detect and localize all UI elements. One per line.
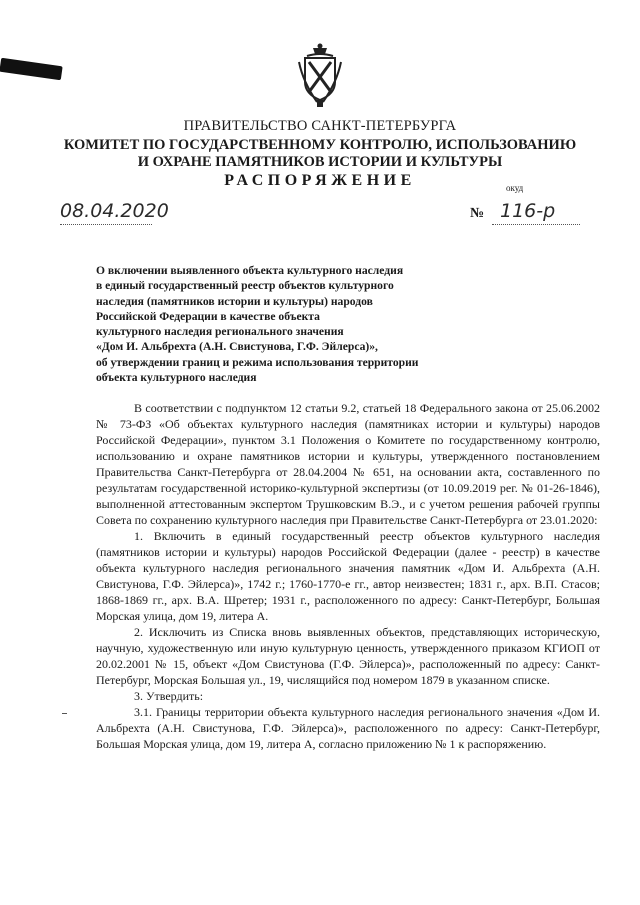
subject-line: объекта культурного наследия bbox=[96, 371, 257, 385]
committee-title bbox=[0, 137, 640, 171]
committee-line-1: КОМИТЕТ ПО ГОСУДАРСТВЕННОМУ КОНТРОЛЮ, ИСПОЛЬЗОВАНИЮ bbox=[63, 137, 577, 153]
item-1-paragraph: 1. Включить в единый государственный реестр объектов культурного наследия (памятников истории и культуры) народов Российской Федерации (далее - реестр) в качестве объекта культурного наследия регионального значения памятник «Дом И. Альбрехта (А.Н. Свистунова, Г.Ф. Эйлерса)», 1742 г.; 1760-1770-е гг., автор неизвестен; 1831 г., арх. В.П. Стасов; 1868-1869 гг., арх. В.А. Шретер; 1931 г., расположенного по адресу: Санкт-Петербург, Большая Морская улица, дом 19, литера А. bbox=[96, 529, 600, 623]
document-body bbox=[96, 400, 600, 752]
number-label: № bbox=[470, 206, 485, 221]
committee-line-2: И ОХРАНЕ ПАМЯТНИКОВ ИСТОРИИ И КУЛЬТУРЫ bbox=[137, 154, 503, 170]
preamble-paragraph: В соответствии с подпунктом 12 статьи 9.2, статьей 18 Федерального закона от 25.06.2002 № 73-ФЗ «Об объектах культурного наследия (памятниках истории и культуры) народов Российской Федерации», пунктом 3.1 Положения о Комитете по государственному контролю, использованию и охране памятников истории и культуры, утвержденного постановлением Правительства Санкт-Петербурга от 28.04.2004 № 651, на основании акта, составленного по результатам государственной историко-культурной экспертизы (от 10.09.2019 рег. № 01-26-1846), выполненной аттестованным экспертом Трушковским В.Э., и с учетом решения рабочей группы Совета по сохранению культурного наследия при Правительстве Санкт-Петербурга от 23.01.2020: bbox=[96, 401, 600, 527]
subject-line: наследия (памятников истории и культуры) народов bbox=[96, 294, 373, 308]
okud-label: окуд bbox=[506, 183, 524, 193]
subject-line: «Дом И. Альбрехта (А.Н. Свистунова, Г.Ф. Эйлерса)», bbox=[96, 340, 378, 354]
item-2-paragraph: 2. Исключить из Списка вновь выявленных объектов, представляющих историческую, научную, художественную или иную культурную ценность, утвержденного приказом КГИОП от 20.02.2001 № 15, объект «Дом Свистунова (Г.Ф. Эйлерса)», расположенный по адресу: Санкт-Петербург, Морская Большая ул., 19, числящийся под номером 1879 в указанном списке. bbox=[96, 625, 600, 687]
black-marker-mark bbox=[0, 58, 63, 80]
number-underline bbox=[492, 224, 580, 225]
coat-of-arms-icon bbox=[297, 42, 343, 108]
subject-line: в единый государственный реестр объектов культурного bbox=[96, 279, 394, 293]
government-title: ПРАВИТЕЛЬСТВО САНКТ-ПЕТЕРБУРГА bbox=[183, 118, 457, 134]
handwritten-date: 08.04.2020 bbox=[60, 200, 169, 222]
item-3-1-paragraph: 3.1. Границы территории объекта культурного наследия регионального значения «Дом И. Альбрехта (А.Н. Свистунова, Г.Ф. Эйлерса)», расположенного по адресу: Санкт-Петербург, Большая Морская улица, дом 19, литера А, согласно приложению № 1 к распоряжению. bbox=[96, 705, 600, 751]
margin-mark bbox=[62, 713, 67, 714]
subject-line: Российской Федерации в качестве объекта bbox=[96, 309, 320, 323]
handwritten-number: 116-р bbox=[500, 200, 556, 222]
date-underline bbox=[60, 224, 152, 225]
document-type-heading: РАСПОРЯЖЕНИЕ bbox=[224, 172, 416, 189]
subject-line: О включении выявленного объекта культурного наследия bbox=[96, 264, 404, 277]
subject-block bbox=[96, 263, 496, 385]
subject-line: культурного наследия регионального значения bbox=[96, 325, 344, 339]
subject-line: об утверждении границ и режима использования территории bbox=[96, 355, 419, 369]
item-3-paragraph: 3. Утвердить: bbox=[134, 689, 204, 703]
